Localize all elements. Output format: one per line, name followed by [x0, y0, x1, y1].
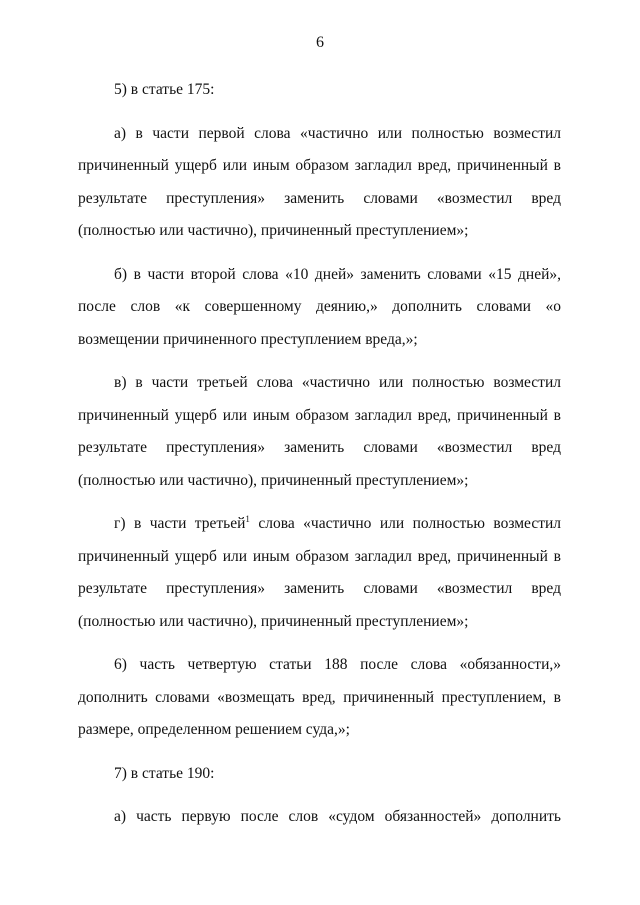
page-number: 6 — [316, 34, 324, 51]
document-body — [78, 74, 561, 845]
paragraph-item-v: в) в части третьей слова «частично или полностью возместил причиненный ущерб или иным образом загладил вред, причиненный в результате преступления» заменить словами «возместил вред (полностью или частично), причиненный преступлением»; — [78, 374, 561, 489]
paragraph-item-a: а) в части первой слова «частично или полностью возместил причиненный ущерб или иным образом загладил вред, причиненный в результате преступления» заменить словами «возместил вред (полностью или частично), причиненный преступлением»; — [78, 124, 561, 239]
paragraph-item-g-start: г) в части третьей — [114, 515, 246, 532]
superscript-marker: 1 — [245, 513, 250, 524]
paragraph-item-6: 6) часть четвертую статьи 188 после слова «обязанности,» дополнить словами «возмещать вред, причиненный преступлением, в размере, определенном решением суда,»; — [78, 656, 561, 738]
paragraph-item-g — [78, 508, 561, 638]
paragraph-article-175: 5) в статье 175: — [114, 81, 215, 98]
paragraph-item-g-rest: слова «частично или полностью возместил причиненный ущерб или иным образом загладил вред, причиненный в результате преступления» заменить словами «возместил вред (полностью или частично), причиненный преступлением»; — [78, 515, 561, 630]
paragraph-item-a-article-190: а) часть первую после слов «судом обязанностей» дополнить — [114, 808, 561, 825]
paragraph-article-190: 7) в статье 190: — [114, 764, 215, 782]
paragraph-item-b: б) в части второй слова «10 дней» заменить словами «15 дней», после слов «к совершенному деянию,» дополнить словами «о возмещении причиненного преступлением вреда,»; — [78, 265, 561, 348]
